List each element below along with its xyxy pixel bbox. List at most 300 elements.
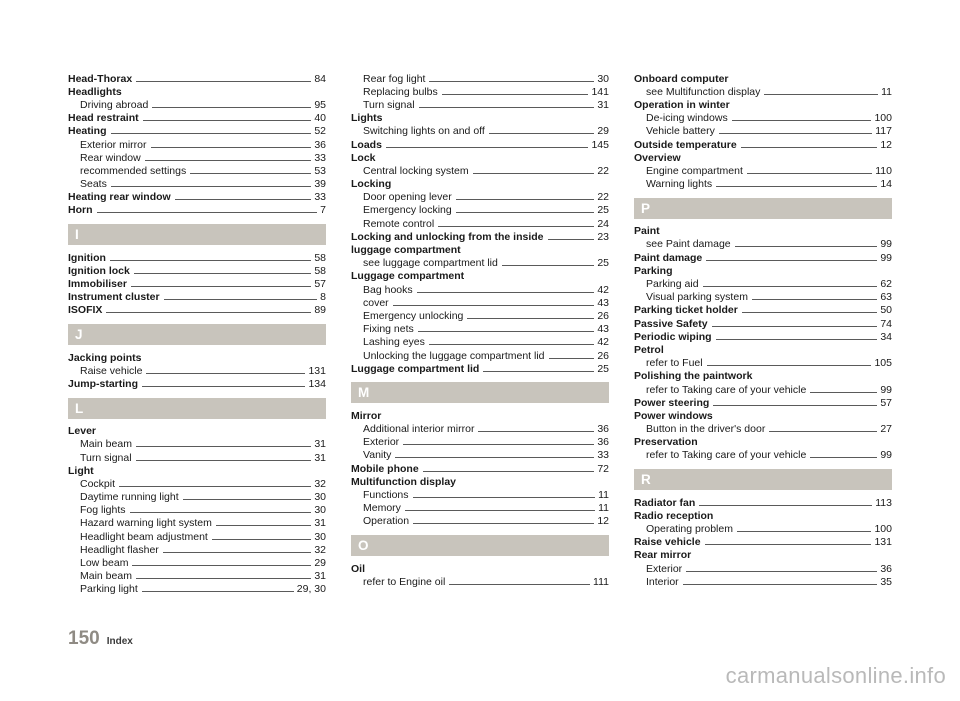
index-entry-label: Paint damage bbox=[634, 251, 703, 264]
index-entry-page: 22 bbox=[597, 164, 609, 177]
index-entry-label: Oil bbox=[351, 562, 366, 575]
index-entry-page: 33 bbox=[314, 191, 326, 204]
leader-line bbox=[136, 446, 311, 447]
index-entry-label: Locking and unlocking from the inside bbox=[351, 230, 544, 243]
index-subentry bbox=[68, 543, 326, 556]
index-entry-label: Raise vehicle bbox=[80, 364, 143, 377]
leader-line bbox=[735, 246, 878, 247]
index-entry-page: 26 bbox=[597, 349, 609, 362]
index-entry bbox=[351, 270, 609, 283]
leader-line bbox=[111, 133, 312, 134]
index-entry-label: Polishing the paintwork bbox=[634, 370, 753, 383]
index-subentry bbox=[351, 164, 609, 177]
leader-line bbox=[705, 544, 872, 545]
index-subentry bbox=[351, 436, 609, 449]
index-entry bbox=[634, 225, 892, 238]
index-entry-label: Main beam bbox=[80, 438, 132, 451]
leader-line bbox=[764, 94, 878, 95]
index-entry-page: 24 bbox=[597, 217, 609, 230]
index-entry-label: Visual parking system bbox=[646, 291, 748, 304]
index-entry-label: Overview bbox=[634, 151, 681, 164]
leader-line bbox=[131, 286, 311, 287]
leader-line bbox=[473, 173, 595, 174]
index-entry-label: Door opening lever bbox=[363, 191, 452, 204]
index-entry-page: 14 bbox=[880, 178, 892, 191]
index-entry-label: Locking bbox=[351, 178, 392, 191]
index-entry-label: Loads bbox=[351, 138, 382, 151]
index-subentry bbox=[634, 357, 892, 370]
index-entry-page: 12 bbox=[597, 515, 609, 528]
index-entry bbox=[68, 251, 326, 264]
index-entry bbox=[68, 112, 326, 125]
index-subentry bbox=[634, 164, 892, 177]
index-subentry bbox=[634, 449, 892, 462]
index-entry bbox=[68, 85, 326, 98]
index-entry bbox=[351, 112, 609, 125]
index-entry-label: Onboard computer bbox=[634, 72, 729, 85]
index-entry bbox=[634, 536, 892, 549]
index-entry bbox=[68, 304, 326, 317]
index-entry-page: 145 bbox=[591, 138, 609, 151]
index-columns bbox=[68, 72, 892, 596]
index-entry-label: Seats bbox=[80, 178, 107, 191]
index-entry-label: Exterior bbox=[646, 562, 683, 575]
letter-heading bbox=[634, 198, 892, 219]
index-entry-label: cover bbox=[363, 296, 389, 309]
index-subentry bbox=[68, 504, 326, 517]
index-entry-page: 7 bbox=[320, 204, 326, 217]
index-entry-page: 11 bbox=[598, 502, 609, 515]
index-entry-label: Headlights bbox=[68, 85, 122, 98]
index-subentry bbox=[68, 364, 326, 377]
leader-line bbox=[142, 591, 294, 592]
leader-line bbox=[742, 312, 877, 313]
index-entry-label: Ignition lock bbox=[68, 264, 130, 277]
index-entry-page: 40 bbox=[314, 112, 326, 125]
index-entry-label: Memory bbox=[363, 502, 401, 515]
index-entry-label: Turn signal bbox=[363, 98, 415, 111]
index-entry-label: Paint bbox=[634, 225, 660, 238]
index-entry-label: Turn signal bbox=[80, 451, 132, 464]
index-entry-page: 131 bbox=[874, 536, 892, 549]
index-subentry bbox=[68, 164, 326, 177]
letter-heading bbox=[68, 224, 326, 245]
index-entry-label: Rear mirror bbox=[634, 549, 692, 562]
index-subentry bbox=[351, 191, 609, 204]
index-entry-page: 58 bbox=[314, 264, 326, 277]
index-entry-page: 57 bbox=[314, 278, 326, 291]
index-entry-label: Warning lights bbox=[646, 178, 713, 191]
index-entry-label: Rear fog light bbox=[363, 72, 426, 85]
index-entry-page: 33 bbox=[314, 151, 326, 164]
index-entry-page: 30 bbox=[314, 504, 326, 517]
index-entry-label: refer to Taking care of your vehicle bbox=[646, 383, 807, 396]
index-subentry bbox=[351, 309, 609, 322]
leader-line bbox=[549, 358, 595, 359]
index-entry-page: 26 bbox=[597, 309, 609, 322]
leader-line bbox=[111, 186, 311, 187]
index-entry bbox=[68, 125, 326, 138]
index-entry-page: 31 bbox=[314, 570, 326, 583]
index-entry-label: Mobile phone bbox=[351, 462, 419, 475]
page-footer bbox=[68, 628, 133, 650]
index-entry-page: 100 bbox=[874, 523, 892, 536]
letter-heading-label: R bbox=[641, 472, 651, 488]
leader-line bbox=[423, 471, 595, 472]
index-entry-page: 36 bbox=[597, 436, 609, 449]
leader-line bbox=[136, 460, 312, 461]
index-entry-page: 95 bbox=[314, 98, 326, 111]
index-entry bbox=[351, 243, 609, 256]
index-entry bbox=[68, 72, 326, 85]
index-entry bbox=[634, 370, 892, 383]
index-entry-label: Lock bbox=[351, 151, 376, 164]
index-entry-label: Heating bbox=[68, 125, 107, 138]
index-subentry bbox=[634, 383, 892, 396]
index-entry-label: Unlocking the luggage compartment lid bbox=[363, 349, 545, 362]
index-entry-label: Button in the driver's door bbox=[646, 423, 766, 436]
index-entry-page: 23 bbox=[597, 230, 609, 243]
leader-line bbox=[467, 318, 594, 319]
index-entry bbox=[351, 230, 609, 243]
leader-line bbox=[810, 392, 877, 393]
leader-line bbox=[395, 457, 594, 458]
index-entry-label: Switching lights on and off bbox=[363, 125, 485, 138]
index-entry bbox=[634, 264, 892, 277]
leader-line bbox=[719, 133, 872, 134]
leader-line bbox=[449, 584, 590, 585]
index-entry bbox=[634, 251, 892, 264]
leader-line bbox=[713, 405, 877, 406]
leader-line bbox=[145, 160, 312, 161]
index-entry-label: Heating rear window bbox=[68, 191, 171, 204]
index-subentry bbox=[634, 277, 892, 290]
leader-line bbox=[146, 373, 305, 374]
index-column bbox=[68, 72, 326, 596]
watermark: carmanualsonline.info bbox=[725, 663, 946, 688]
leader-line bbox=[136, 81, 311, 82]
index-entry-label: Ignition bbox=[68, 251, 106, 264]
leader-line bbox=[413, 523, 594, 524]
index-entry bbox=[351, 178, 609, 191]
index-entry-label: recommended settings bbox=[80, 164, 187, 177]
index-entry-page: 84 bbox=[314, 72, 326, 85]
index-entry-page: 31 bbox=[597, 98, 609, 111]
index-subentry bbox=[634, 178, 892, 191]
leader-line bbox=[699, 505, 872, 506]
index-entry-page: 25 bbox=[597, 204, 609, 217]
index-entry-page: 31 bbox=[314, 451, 326, 464]
index-entry-page: 72 bbox=[597, 462, 609, 475]
leader-line bbox=[747, 173, 872, 174]
index-subentry bbox=[634, 238, 892, 251]
index-entry-page: 30 bbox=[314, 491, 326, 504]
index-entry-page: 113 bbox=[875, 496, 892, 509]
index-subentry bbox=[351, 323, 609, 336]
index-subentry bbox=[351, 217, 609, 230]
index-entry bbox=[68, 351, 326, 364]
index-subentry bbox=[68, 491, 326, 504]
index-subentry bbox=[351, 257, 609, 270]
index-entry-label: Lashing eyes bbox=[363, 336, 425, 349]
index-entry-label: Parking bbox=[634, 264, 673, 277]
index-entry-page: 30 bbox=[314, 530, 326, 543]
leader-line bbox=[151, 147, 312, 148]
leader-line bbox=[403, 444, 594, 445]
leader-line bbox=[134, 273, 311, 274]
index-entry-page: 43 bbox=[597, 323, 609, 336]
leader-line bbox=[716, 186, 877, 187]
index-entry-label: Radio reception bbox=[634, 509, 714, 522]
index-entry-label: Instrument cluster bbox=[68, 291, 160, 304]
letter-heading bbox=[68, 324, 326, 345]
index-entry-label: Passive Safety bbox=[634, 317, 708, 330]
index-entry-page: 36 bbox=[880, 562, 892, 575]
index-entry-page: 39 bbox=[314, 178, 326, 191]
index-entry-label: Interior bbox=[646, 575, 679, 588]
leader-line bbox=[393, 305, 595, 306]
index-subentry bbox=[634, 575, 892, 588]
index-entry-label: Emergency locking bbox=[363, 204, 452, 217]
index-subentry bbox=[351, 98, 609, 111]
index-entry-page: 134 bbox=[308, 377, 326, 390]
index-entry bbox=[68, 191, 326, 204]
index-entry-label: Rear window bbox=[80, 151, 141, 164]
index-entry-page: 36 bbox=[314, 138, 326, 151]
index-entry-label: Fog lights bbox=[80, 504, 126, 517]
leader-line bbox=[183, 499, 312, 500]
index-entry-page: 42 bbox=[597, 336, 609, 349]
leader-line bbox=[737, 531, 872, 532]
index-entry-page: 8 bbox=[320, 291, 326, 304]
leader-line bbox=[769, 431, 877, 432]
leader-line bbox=[142, 386, 305, 387]
leader-line bbox=[405, 510, 595, 511]
leader-line bbox=[502, 265, 594, 266]
footer-section-label: Index bbox=[106, 636, 133, 647]
index-entry-label: Luggage compartment lid bbox=[351, 362, 480, 375]
index-entry-label: Light bbox=[68, 464, 94, 477]
index-subentry bbox=[351, 72, 609, 85]
index-entry bbox=[351, 409, 609, 422]
leader-line bbox=[478, 431, 594, 432]
index-entry bbox=[68, 377, 326, 390]
index-entry-label: Engine compartment bbox=[646, 164, 743, 177]
index-column bbox=[351, 72, 609, 596]
index-entry-page: 131 bbox=[308, 364, 326, 377]
leader-line bbox=[686, 571, 877, 572]
index-subentry bbox=[351, 125, 609, 138]
index-subentry bbox=[351, 204, 609, 217]
index-entry bbox=[351, 462, 609, 475]
index-entry-page: 29 bbox=[314, 557, 326, 570]
index-entry-page: 63 bbox=[880, 291, 892, 304]
index-entry-page: 99 bbox=[880, 238, 892, 251]
index-entry-page: 30 bbox=[597, 72, 609, 85]
index-entry-label: Outside temperature bbox=[634, 138, 737, 151]
index-entry-label: Preservation bbox=[634, 436, 698, 449]
index-subentry bbox=[351, 283, 609, 296]
index-entry-page: 22 bbox=[597, 191, 609, 204]
index-entry-label: refer to Taking care of your vehicle bbox=[646, 449, 807, 462]
index-subentry bbox=[68, 151, 326, 164]
index-entry bbox=[68, 204, 326, 217]
index-column bbox=[634, 72, 892, 596]
index-subentry bbox=[351, 488, 609, 501]
index-entry-page: 99 bbox=[880, 449, 892, 462]
index-entry-label: Operation bbox=[363, 515, 410, 528]
index-entry-page: 100 bbox=[874, 112, 892, 125]
leader-line bbox=[212, 539, 311, 540]
index-entry-label: Main beam bbox=[80, 570, 132, 583]
index-entry bbox=[351, 562, 609, 575]
index-entry-label: Mirror bbox=[351, 409, 382, 422]
page-number: 150 bbox=[68, 628, 100, 649]
leader-line bbox=[716, 339, 878, 340]
leader-line bbox=[110, 260, 311, 261]
index-entry bbox=[634, 549, 892, 562]
index-entry-label: Parking light bbox=[80, 583, 138, 596]
index-subentry bbox=[634, 423, 892, 436]
index-entry-label: De-icing windows bbox=[646, 112, 728, 125]
leader-line bbox=[712, 326, 878, 327]
index-entry-label: Head restraint bbox=[68, 112, 139, 125]
leader-line bbox=[442, 94, 589, 95]
index-entry-page: 74 bbox=[880, 317, 892, 330]
index-entry-label: Lights bbox=[351, 112, 383, 125]
index-entry-label: Multifunction display bbox=[351, 475, 456, 488]
index-entry-page: 50 bbox=[880, 304, 892, 317]
leader-line bbox=[438, 226, 594, 227]
index-entry-page: 11 bbox=[881, 85, 892, 98]
index-subentry bbox=[68, 451, 326, 464]
leader-line bbox=[706, 260, 877, 261]
leader-line bbox=[164, 299, 318, 300]
index-entry bbox=[68, 464, 326, 477]
leader-line bbox=[683, 584, 878, 585]
index-subentry bbox=[68, 517, 326, 530]
index-entry-label: Head-Thorax bbox=[68, 72, 133, 85]
letter-heading-label: J bbox=[75, 327, 83, 342]
index-subentry bbox=[351, 423, 609, 436]
index-subentry bbox=[351, 515, 609, 528]
index-entry bbox=[634, 151, 892, 164]
index-subentry bbox=[351, 85, 609, 98]
index-entry-page: 11 bbox=[598, 489, 609, 502]
leader-line bbox=[119, 486, 311, 487]
index-entry-page: 99 bbox=[880, 383, 892, 396]
index-entry bbox=[634, 509, 892, 522]
index-entry-label: refer to Fuel bbox=[646, 357, 703, 370]
index-entry-label: Replacing bulbs bbox=[363, 85, 438, 98]
index-entry-label: Operating problem bbox=[646, 523, 733, 536]
index-entry bbox=[351, 138, 609, 151]
index-subentry bbox=[634, 125, 892, 138]
letter-heading-label: P bbox=[641, 200, 651, 216]
index-entry-label: Radiator fan bbox=[634, 496, 696, 509]
index-entry-page: 89 bbox=[314, 304, 326, 317]
index-entry-label: Vanity bbox=[363, 449, 392, 462]
index-entry-page: 62 bbox=[880, 278, 892, 291]
index-subentry bbox=[351, 336, 609, 349]
index-entry-page: 36 bbox=[597, 423, 609, 436]
index-entry-label: Lever bbox=[68, 425, 97, 438]
index-entry-label: Raise vehicle bbox=[634, 536, 701, 549]
index-subentry bbox=[634, 522, 892, 535]
leader-line bbox=[417, 292, 595, 293]
index-subentry bbox=[351, 349, 609, 362]
leader-line bbox=[483, 371, 594, 372]
index-entry-label: refer to Engine oil bbox=[363, 575, 446, 588]
leader-line bbox=[752, 299, 877, 300]
index-entry-label: Low beam bbox=[80, 557, 129, 570]
index-entry-page: 42 bbox=[597, 283, 609, 296]
index-entry-label: Immobiliser bbox=[68, 278, 127, 291]
index-entry bbox=[634, 409, 892, 422]
index-entry-label: Cockpit bbox=[80, 477, 116, 490]
index-entry-label: Jacking points bbox=[68, 351, 142, 364]
index-entry bbox=[68, 425, 326, 438]
index-entry-page: 43 bbox=[597, 296, 609, 309]
index-subentry bbox=[68, 556, 326, 569]
leader-line bbox=[152, 107, 311, 108]
index-entry-label: Fixing nets bbox=[363, 323, 414, 336]
index-entry bbox=[634, 496, 892, 509]
index-subentry bbox=[351, 575, 609, 588]
leader-line bbox=[548, 239, 595, 240]
leader-line bbox=[413, 497, 596, 498]
index-entry bbox=[68, 291, 326, 304]
index-entry-label: Bag hooks bbox=[363, 283, 413, 296]
index-entry-page: 52 bbox=[314, 125, 326, 138]
letter-heading bbox=[351, 535, 609, 556]
index-entry-page: 29 bbox=[597, 125, 609, 138]
index-subentry bbox=[68, 570, 326, 583]
leader-line bbox=[703, 286, 878, 287]
index-subentry bbox=[68, 98, 326, 111]
letter-heading-label: I bbox=[75, 227, 79, 243]
index-entry-page: 99 bbox=[880, 251, 892, 264]
index-entry-page: 12 bbox=[880, 138, 892, 151]
leader-line bbox=[419, 107, 595, 108]
index-entry-page: 27 bbox=[880, 423, 892, 436]
index-entry-page: 57 bbox=[880, 396, 892, 409]
index-entry-label: Hazard warning light system bbox=[80, 517, 212, 530]
index-entry-label: Driving abroad bbox=[80, 98, 149, 111]
index-entry-page: 32 bbox=[314, 477, 326, 490]
index-subentry bbox=[351, 449, 609, 462]
index-entry bbox=[634, 98, 892, 111]
index-entry-label: Horn bbox=[68, 204, 93, 217]
leader-line bbox=[810, 457, 877, 458]
index-subentry bbox=[634, 112, 892, 125]
leader-line bbox=[741, 147, 878, 148]
index-entry-page: 111 bbox=[593, 575, 609, 588]
leader-line bbox=[190, 173, 311, 174]
leader-line bbox=[175, 199, 312, 200]
index-entry-label: see Paint damage bbox=[646, 238, 731, 251]
index-subentry bbox=[68, 438, 326, 451]
index-entry bbox=[68, 264, 326, 277]
letter-heading bbox=[634, 469, 892, 490]
letter-heading-label: M bbox=[358, 385, 370, 401]
index-entry-label: Petrol bbox=[634, 343, 664, 356]
index-entry-label: Headlight beam adjustment bbox=[80, 530, 208, 543]
index-entry-page: 25 bbox=[597, 257, 609, 270]
index-entry-label: Daytime running light bbox=[80, 491, 179, 504]
index-entry-label: Power steering bbox=[634, 396, 710, 409]
index-entry-label: Periodic wiping bbox=[634, 330, 712, 343]
